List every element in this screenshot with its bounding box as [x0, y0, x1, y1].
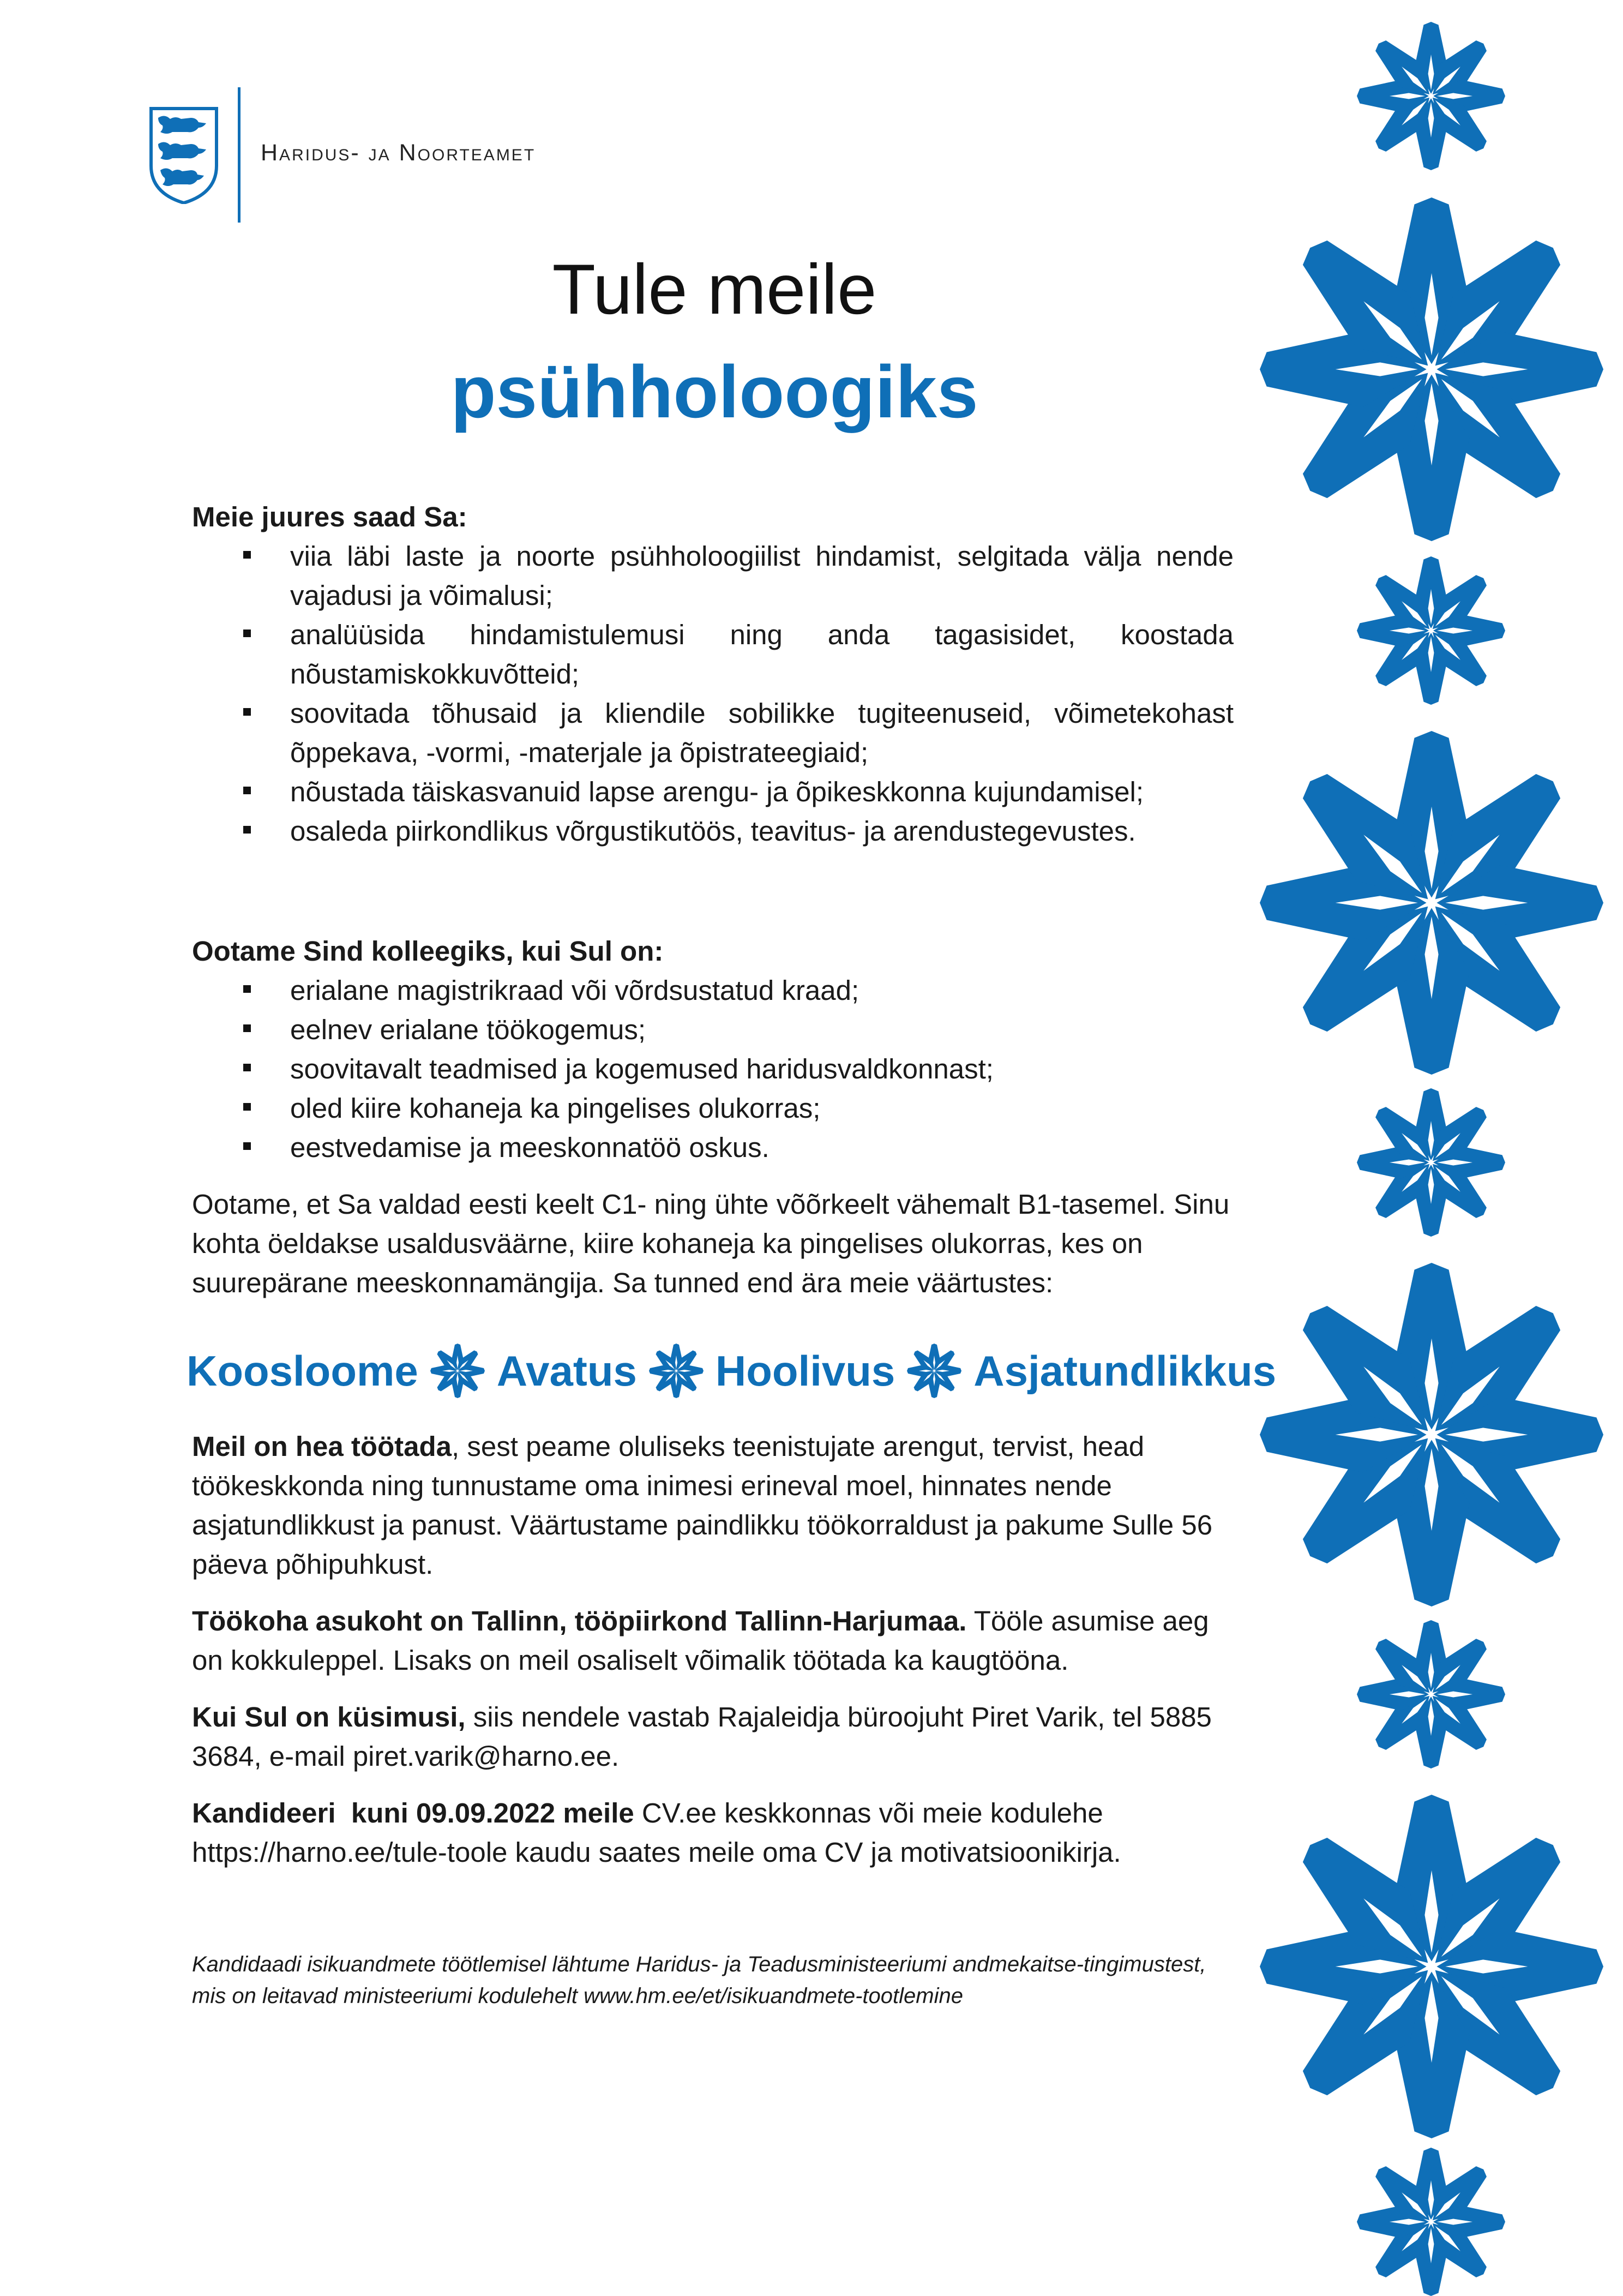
location-paragraph: Töökoha asukoht on Tallinn, tööpiirkond Tallinn-Harjumaa. Tööle asumise aeg on kokkuleppel. Lisaks on meil osaliselt võimalik töötada ka kaugtööna.	[192, 1605, 1209, 1676]
eight-point-star-icon	[1260, 731, 1603, 1075]
list-item: nõustada täiskasvanuid lapse arengu- ja õpikeskkonna kujundamisel;	[192, 772, 1234, 812]
apply-paragraph: Kandideeri kuni 09.09.2022 meile CV.ee keskkonnas või meie kodulehe https://harno.ee/tule-toole kaudu saates meile oma CV ja motivatsioonikirja.	[192, 1797, 1121, 1868]
bullet-icon	[243, 551, 251, 559]
headline-line-1: Tule meile	[552, 249, 877, 329]
value-koosloome: Koosloome	[187, 1347, 418, 1395]
list-item: viia läbi laste ja noorte psühholoogiilist hindamist, selgitada välja nende vajadusi ja võimalusi;	[192, 537, 1234, 615]
requirements-list	[192, 971, 1234, 1167]
offer-heading: Meie juures saad Sa:	[192, 501, 467, 532]
star-separator-icon	[907, 1344, 961, 1398]
bullet-icon	[243, 1103, 251, 1111]
bullet-icon	[243, 1064, 251, 1071]
list-item: oled kiire kohaneja ka pingelises olukorras;	[192, 1089, 1234, 1128]
eight-point-star-icon	[1357, 556, 1505, 705]
bullet-icon	[243, 630, 251, 637]
bullet-icon	[243, 1142, 251, 1150]
organization-name: Haridus- ja Noorteamet	[261, 140, 536, 166]
values-row	[187, 1335, 1277, 1406]
offer-list	[192, 537, 1234, 851]
list-item: eelnev erialane töökogemus;	[192, 1010, 1234, 1050]
privacy-footnote: Kandidaadi isikuandmete töötlemisel lähtume Haridus- ja Teadusministeeriumi andmekaitse-tingimustest, mis on leitavad ministeeriumi kodulehelt www.hm.ee/et/isikuandmete-tootlemine	[192, 1952, 1206, 2008]
contact-paragraph: Kui Sul on küsimusi, siis nendele vastab Rajaleidja büroojuht Piret Varik, tel 5885 3684, e-mail piret.varik@harno.ee.	[192, 1701, 1212, 1772]
bullet-icon	[243, 1024, 251, 1032]
three-lions-coat-of-arms-icon	[148, 106, 219, 204]
list-item: analüüsida hindamistulemusi ning anda tagasisidet, koostada nõustamiskokkuvõtteid;	[192, 615, 1234, 694]
bullet-icon	[243, 985, 251, 993]
value-avatus: Avatus	[496, 1347, 637, 1395]
eight-point-star-icon	[1357, 1088, 1505, 1237]
bullet-icon	[243, 708, 251, 716]
list-item: soovitavalt teadmised ja kogemused haridusvaldkonnast;	[192, 1050, 1234, 1089]
job-ad-body	[187, 497, 1277, 2012]
list-item: soovitada tõhusaid ja kliendile sobilikke tugiteenuseid, võimetekohast õppekava, -vormi, -materjale ja õpistrateegiaid;	[192, 694, 1234, 772]
value-asjatundlikkus: Asjatundlikkus	[973, 1347, 1277, 1395]
bullet-icon	[243, 826, 251, 834]
language-requirements-text: Ootame, et Sa valdad eesti keelt C1- ning ühte võõrkeelt vähemalt B1-tasemel. Sinu kohta öeldakse usaldusväärne, kiire kohaneja ka pingelises olukorras, kes on suurepärane meeskonnamängija. Sa tunned end ära meie väärtustes:	[192, 1189, 1230, 1298]
list-item: eestvedamise ja meeskonnatöö oskus.	[192, 1128, 1234, 1167]
star-separator-icon	[649, 1344, 704, 1398]
list-item: osaleda piirkondlikus võrgustikutöös, teavitus- ja arendustegevustes.	[192, 812, 1234, 851]
eight-point-star-icon	[1357, 22, 1505, 170]
eight-point-star-icon	[1357, 1620, 1505, 1769]
list-item: erialane magistrikraad või võrdsustatud kraad;	[192, 971, 1234, 1010]
eight-point-star-icon	[1260, 1795, 1603, 2138]
value-hoolivus: Hoolivus	[715, 1347, 895, 1395]
eight-point-star-icon	[1260, 197, 1603, 541]
logo-divider	[238, 87, 241, 223]
requirements-heading: Ootame Sind kolleegiks, kui Sul on:	[192, 936, 664, 967]
benefits-paragraph: Meil on hea töötada, sest peame oluliseks teenistujate arengut, tervist, head töökeskkonda ning tunnustame oma inimesi erineval moel, hinnates nende asjatundlikkust ja panust. Väärtustame paindlikku töökorraldust ja pakume Sulle 56 päeva põhipuhkust.	[192, 1431, 1213, 1580]
star-separator-icon	[430, 1344, 485, 1398]
eight-point-star-icon	[1357, 2148, 1505, 2296]
bullet-icon	[243, 787, 251, 794]
headline-job-title: psühholoogiks	[450, 350, 978, 433]
eight-point-star-icon	[1260, 1263, 1603, 1606]
